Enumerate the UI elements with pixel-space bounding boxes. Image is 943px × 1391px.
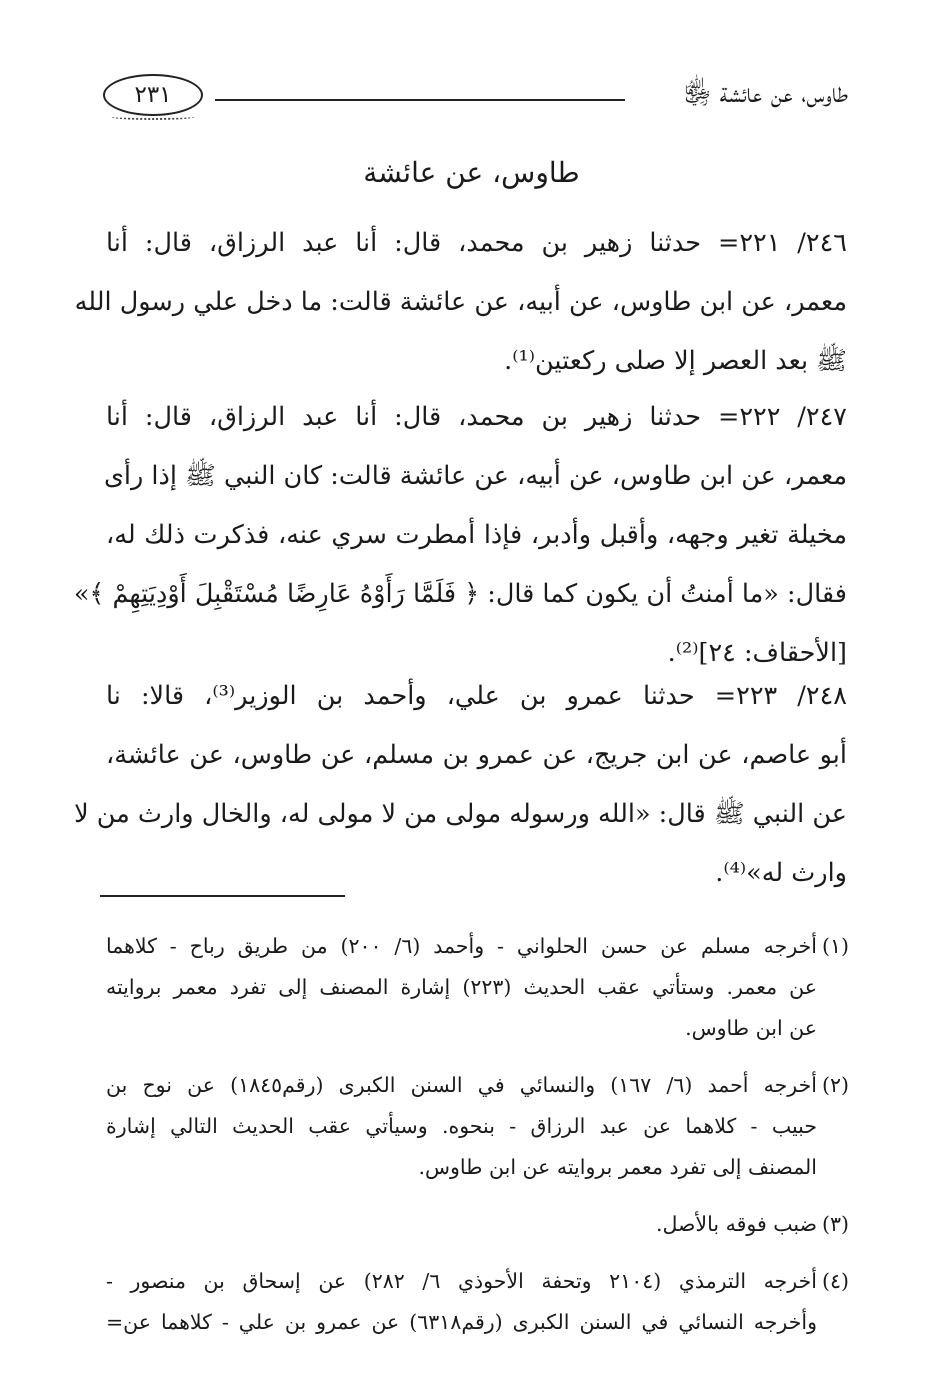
footnote-3 bbox=[106, 1204, 847, 1245]
page-number: ٢٣١ bbox=[134, 82, 172, 108]
hadith-247 bbox=[73, 388, 847, 683]
page-number-badge bbox=[103, 74, 203, 116]
hadith-line: عن النبي ﷺ قال: «الله ورسوله مولى من لا مولى له، والخال وارث من لا bbox=[74, 799, 847, 829]
section-title: طاوس، عن عائشة bbox=[363, 156, 580, 189]
footnote-2 bbox=[106, 1065, 847, 1188]
hadith-line: مخيلة تغير وجهه، وأقبل وأدبر، فإذا أمطرت سري عنه، فذكرت ذلك له، bbox=[106, 520, 847, 550]
header-rule bbox=[215, 99, 625, 101]
hadith-248 bbox=[74, 667, 847, 903]
footnote-line: عن معمر. وستأتي عقب الحديث (٢٢٣) إشارة المصنف إلى تفرد معمر بروايته bbox=[106, 975, 817, 999]
footnote-line: أخرجه الترمذي (٢١٠٤ وتحفة الأحوذي ٦/ ٢٨٢) عن إسحاق بن منصور - bbox=[106, 1269, 817, 1293]
footnote-number: (١) bbox=[821, 934, 849, 958]
hadith-line: وارث له»⁽⁴⁾. bbox=[715, 858, 847, 888]
footnote-number: (٤) bbox=[821, 1269, 849, 1293]
hadith-246 bbox=[74, 214, 847, 391]
footnote-line: أخرجه أحمد (٦/ ١٦٧) والنسائي في السنن الكبرى (رقم١٨٤٥) عن نوح بن bbox=[106, 1073, 817, 1097]
hadith-line: ﷺ بعد العصر إلا صلى ركعتين⁽¹⁾. bbox=[504, 346, 847, 376]
footnote-line: أخرجه مسلم عن حسن الحلواني - وأحمد (٦/ ٢٠٠) من طريق رباح - كلاهما bbox=[106, 934, 817, 958]
footnote-separator bbox=[100, 895, 345, 897]
footnote-line: عن ابن طاوس. bbox=[685, 1016, 817, 1040]
footnote-line: المصنف إلى تفرد معمر بروايته عن ابن طاوس. bbox=[418, 1155, 817, 1179]
footnote-line: حبيب - كلاهما عن عبد الرزاق - بنحوه. وسيأتي عقب الحديث التالي إشارة bbox=[106, 1114, 817, 1138]
hadith-line: ٢٤٧/ ٢٢٢= حدثنا زهير بن محمد، قال: أنا عبد الرزاق، قال: أنا bbox=[106, 402, 847, 432]
hadith-line: [الأحقاف: ٢٤]⁽²⁾. bbox=[667, 638, 847, 668]
footnotes bbox=[106, 926, 847, 1343]
hadith-line: فقال: «ما أمنتُ أن يكون كما قال: ﴿ فَلَمَّا رَأَوْهُ عَارِضًا مُسْتَقْبِلَ أَوْدِيَتِهِمْ ﴾» bbox=[73, 579, 847, 609]
footnote-number: (٢) bbox=[821, 1073, 849, 1097]
footnote-number: (٣) bbox=[821, 1212, 849, 1236]
hadith-line: معمر، عن ابن طاوس، عن أبيه، عن عائشة قالت: كان النبي ﷺ إذا رأى bbox=[103, 461, 847, 491]
hadith-line: أبو عاصم، عن ابن جريج، عن عمرو بن مسلم، عن طاوس، عن عائشة، bbox=[106, 740, 847, 770]
footnote-1 bbox=[106, 926, 847, 1049]
footnote-line: ضبب فوقه بالأصل. bbox=[655, 1212, 817, 1236]
hadith-line: ٢٤٦/ ٢٢١= حدثنا زهير بن محمد، قال: أنا عبد الرزاق، قال: أنا bbox=[106, 228, 847, 258]
hadith-line: معمر، عن ابن طاوس، عن أبيه، عن عائشة قالت: ما دخل علي رسول الله bbox=[74, 287, 847, 317]
footnote-4 bbox=[106, 1261, 847, 1343]
footnote-line: وأخرجه النسائي في السنن الكبرى (رقم٦٣١٨) عن عمرو بن علي - كلاهما عن= bbox=[106, 1310, 817, 1334]
hadith-line: ٢٤٨/ ٢٢٣= حدثنا عمرو بن علي، وأحمد بن الوزير⁽³⁾، قالا: نا bbox=[106, 681, 847, 711]
running-header-title: طاوس، عن عائشة ﵂ bbox=[683, 78, 848, 109]
